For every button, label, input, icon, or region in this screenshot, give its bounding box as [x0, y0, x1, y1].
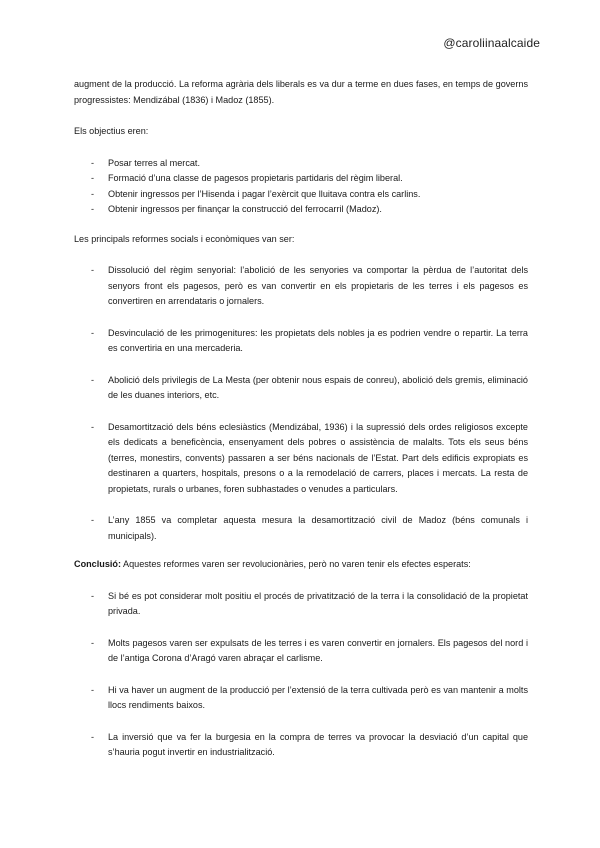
objectives-heading: Els objectius eren: [74, 126, 149, 136]
list-item: - Desvinculació de les primogenitures: les propietats dels nobles ja es podrien vendre o repartir. La terra es convertiria en una mercaderia. [74, 326, 528, 357]
conclusion-label: Conclusió: [74, 559, 121, 569]
reforms-list [74, 263, 528, 544]
list-item: - Posar terres al mercat. [74, 156, 528, 172]
reforms-heading: Les principals reformes socials i econòmiques van ser: [74, 233, 295, 244]
list-item: - Formació d’una classe de pagesos propietaris partidaris del règim liberal. [74, 171, 528, 187]
list-item: - Si bé es pot considerar molt positiu el procés de privatització de la terra i la consolidació de la propietat privada. [74, 589, 528, 620]
list-item: - La inversió que va fer la burgesia en la compra de terres va provocar la desviació d’un capital que s’hauria pogut invertir en industrialització. [74, 730, 528, 761]
intro-paragraph: augment de la producció. La reforma agrària dels liberals es va dur a terme en dues fases, en temps de governs progressistes: Mendizábal (1836) i Madoz (1855). [74, 79, 528, 105]
list-item: - Obtenir ingressos per finançar la construcció del ferrocarril (Madoz). [74, 202, 528, 218]
conclusion-text: Aquestes reformes varen ser revolucionàries, però no varen tenir els efectes esperats: [120, 559, 471, 569]
list-item: - Hi va haver un augment de la producció per l’extensió de la terra cultivada però es van mantenir a molts llocs rendiments baixos. [74, 683, 528, 714]
list-item: - L’any 1855 va completar aquesta mesura la desamortització civil de Madoz (béns comunals i municipals). [74, 513, 528, 544]
document-body [74, 77, 528, 774]
list-item: - Desamortització dels béns eclesiàstics (Mendizábal, 1936) i la supressió dels ordes religiosos excepte els dedicats a beneficència, ensenyament dels pobres o assistència de malalts. Tots els seus béns (terres, monestirs, convents) passaren a ser béns nacionals de l’Estat. Part dels edificis expropiats es destinaren a quarters, hospitals, presons o a la remodelació de carrers, places i mercats. La resta de propietats, rurals o urbanes, foren subhastades o venudes a particulars. [74, 420, 528, 498]
objectives-list [74, 156, 528, 218]
list-item: - Molts pagesos varen ser expulsats de les terres i es varen convertir en jornalers. Els pagesos del nord i de l’antiga Corona d’Aragó varen abraçar el carlisme. [74, 636, 528, 667]
author-handle: @caroliinaalcaide [443, 36, 540, 50]
list-item: - Abolició dels privilegis de La Mesta (per obtenir nous espais de conreu), abolició dels gremis, eliminació de les duanes interiors, etc. [74, 373, 528, 404]
conclusion-paragraph [74, 557, 528, 573]
conclusion-list [74, 589, 528, 761]
list-item: - Obtenir ingressos per l’Hisenda i pagar l’exèrcit que lluitava contra els carlins. [74, 187, 528, 203]
list-item: - Dissolució del règim senyorial: l’abolició de les senyories va comportar la pèrdua de l’autoritat dels senyors front els pagesos, però es van convertir en els propietaris de les terres i els pagesos es convertiren en arrendataris o jornalers. [74, 263, 528, 310]
